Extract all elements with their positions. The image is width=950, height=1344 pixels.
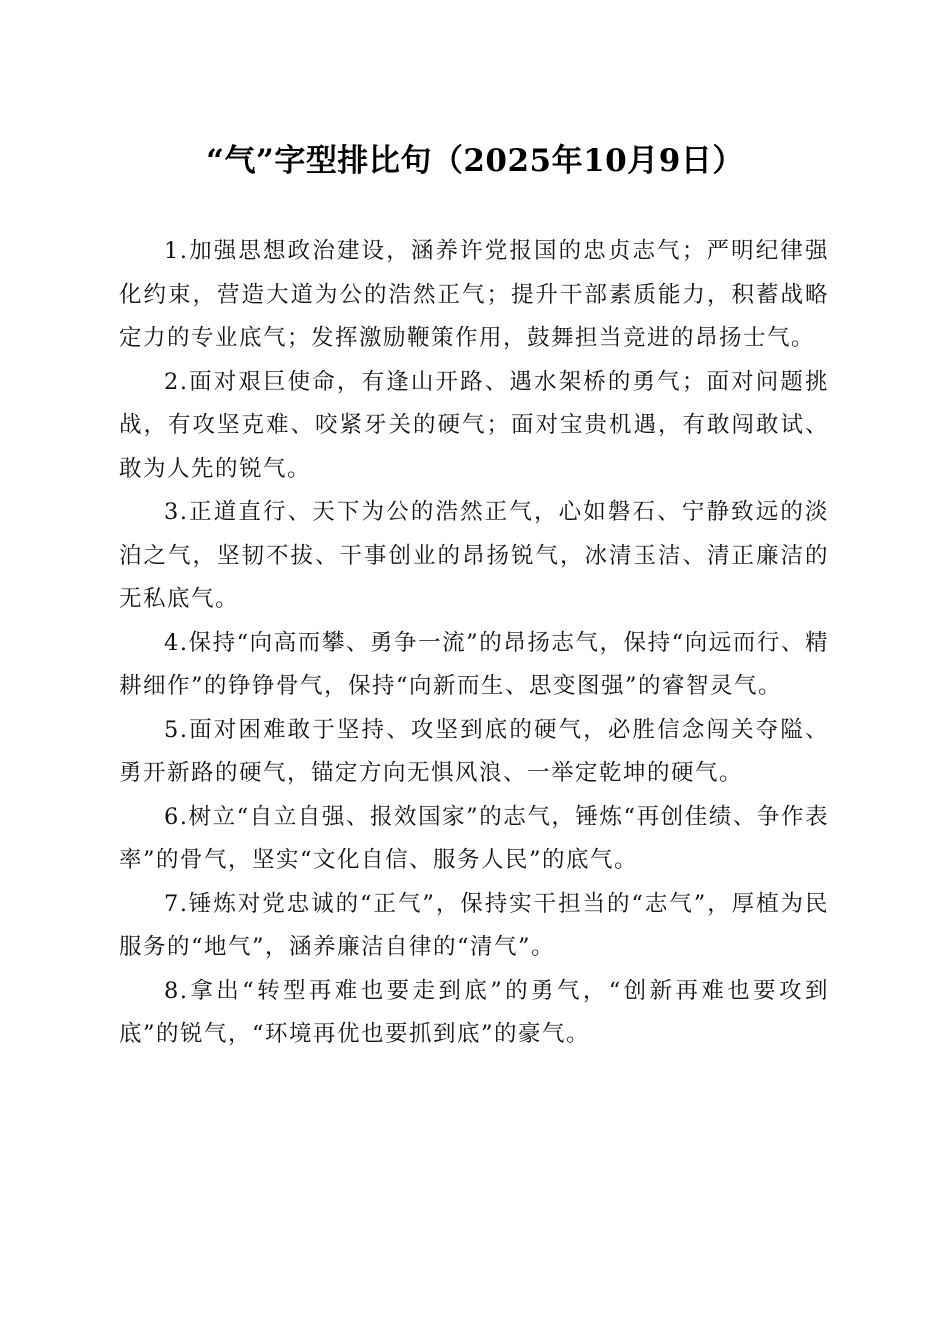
paragraph-1: 1.加强思想政治建设，涵养许党报国的忠贞志气；严明纪律强化约束，营造大道为公的浩然正气；提升干部素质能力，积蓄战略定力的专业底气；发挥激励鞭策作用，鼓舞担当竞进的昂扬士气。 xyxy=(119,238,829,351)
paragraph-6: 6.树立“自立自强、报效国家”的志气，锤炼“再创佳绩、争作表率”的骨气，坚实“文化自信、服务人民”的底气。 xyxy=(119,803,829,873)
document-body xyxy=(119,230,829,1057)
paragraph-5: 5.面对困难敢于坚持、攻坚到底的硬气，必胜信念闯关夺隘、勇开新路的硬气，锚定方向无惧风浪、一举定乾坤的硬气。 xyxy=(119,716,829,786)
paragraph-7: 7.锤炼对党忠诚的“正气”，保持实干担当的“志气”，厚植为民服务的“地气”，涵养廉洁自律的“清气”。 xyxy=(119,890,829,960)
paragraph-3: 3.正道直行、天下为公的浩然正气，心如磐石、宁静致远的淡泊之气，坚韧不拔、干事创业的昂扬锐气，冰清玉洁、清正廉洁的无私底气。 xyxy=(119,499,829,612)
document-title: “气”字型排比句（2025年10月9日） xyxy=(206,143,744,179)
paragraph-4: 4.保持“向高而攀、勇争一流”的昂扬志气，保持“向远而行、精耕细作”的铮铮骨气，保持“向新而生、思变图强”的睿智灵气。 xyxy=(119,629,829,699)
paragraph-8: 8.拿出“转型再难也要走到底”的勇气，“创新再难也要攻到底”的锐气，“环境再优也要抓到底”的豪气。 xyxy=(119,977,829,1047)
paragraph-2: 2.面对艰巨使命，有逢山开路、遇水架桥的勇气；面对问题挑战，有攻坚克难、咬紧牙关的硬气；面对宝贵机遇，有敢闯敢试、敢为人先的锐气。 xyxy=(119,368,829,482)
